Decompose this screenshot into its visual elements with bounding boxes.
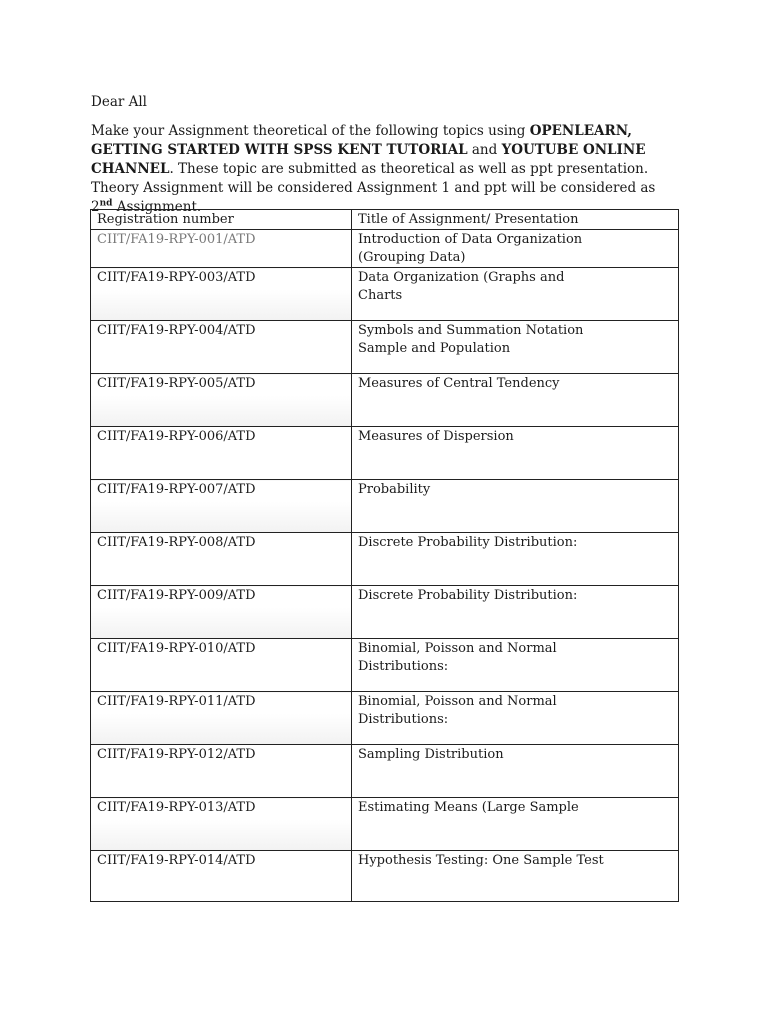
title-cell — [352, 321, 679, 374]
title-cell — [352, 374, 679, 427]
assignment-table — [90, 209, 679, 902]
registration-cell: CIIT/FA19-RPY-009/ATD — [91, 586, 352, 639]
title-line-1: Symbols and Summation Notation — [358, 323, 584, 338]
table-row — [91, 480, 679, 533]
title-cell — [352, 480, 679, 533]
title-line-1: Probability — [358, 482, 431, 497]
table-row — [91, 798, 679, 851]
title-line-1: Discrete Probability Distribution: — [358, 588, 578, 603]
title-cell — [352, 692, 679, 745]
title-line-1: Data Organization (Graphs and — [358, 270, 565, 285]
title-cell — [352, 586, 679, 639]
header-registration: Registration number — [91, 210, 352, 230]
table-row — [91, 639, 679, 692]
intro-text-2: . These topic are submitted as theoretical as well as ppt presentation. Theory Assignment will be considered Assignment 1 and ppt will be considered as 2 — [91, 161, 656, 215]
intro-text-1: Make your Assignment theoretical of the following topics using — [91, 123, 530, 139]
title-line-2: Distributions: — [358, 659, 449, 674]
table-row — [91, 268, 679, 321]
title-line-2: (Grouping Data) — [358, 250, 466, 265]
title-line-2: Charts — [358, 288, 403, 303]
table-row — [91, 692, 679, 745]
title-cell — [352, 230, 679, 268]
registration-cell: CIIT/FA19-RPY-004/ATD — [91, 321, 352, 374]
registration-cell: CIIT/FA19-RPY-013/ATD — [91, 798, 352, 851]
title-line-2: Distributions: — [358, 712, 449, 727]
table-row — [91, 230, 679, 268]
registration-cell: CIIT/FA19-RPY-005/ATD — [91, 374, 352, 427]
table-row — [91, 533, 679, 586]
title-cell — [352, 798, 679, 851]
header-title: Title of Assignment/ Presentation — [352, 210, 679, 230]
title-line-1: Binomial, Poisson and Normal — [358, 694, 557, 709]
registration-cell: CIIT/FA19-RPY-011/ATD — [91, 692, 352, 745]
title-cell — [352, 427, 679, 480]
title-cell — [352, 268, 679, 321]
table-header-row — [91, 210, 679, 230]
title-line-1: Hypothesis Testing: One Sample Test — [358, 853, 604, 868]
title-cell — [352, 639, 679, 692]
registration-cell: CIIT/FA19-RPY-008/ATD — [91, 533, 352, 586]
intro-bold-youtube: YOUTUBE ONLINE CHANNEL — [91, 142, 646, 177]
registration-cell: CIIT/FA19-RPY-014/ATD — [91, 851, 352, 902]
registration-cell: CIIT/FA19-RPY-001/ATD — [91, 230, 352, 268]
intro-paragraph — [91, 122, 681, 217]
title-line-1: Introduction of Data Organization — [358, 232, 583, 247]
title-line-2: Sample and Population — [358, 341, 511, 356]
registration-cell: CIIT/FA19-RPY-006/ATD — [91, 427, 352, 480]
intro-bold-spss: GETTING STARTED WITH SPSS KENT TUTORIAL — [91, 142, 468, 158]
title-line-1: Measures of Dispersion — [358, 429, 514, 444]
registration-cell: CIIT/FA19-RPY-003/ATD — [91, 268, 352, 321]
registration-cell: CIIT/FA19-RPY-012/ATD — [91, 745, 352, 798]
table-row — [91, 745, 679, 798]
table-row — [91, 586, 679, 639]
intro-text-3: Assignment. — [112, 199, 202, 215]
intro-bold-openlearn: OPENLEARN — [529, 123, 628, 139]
title-cell — [352, 533, 679, 586]
title-cell — [352, 851, 679, 902]
title-line-1: Discrete Probability Distribution: — [358, 535, 578, 550]
intro-sep-1: , — [627, 123, 632, 139]
title-line-1: Binomial, Poisson and Normal — [358, 641, 557, 656]
title-line-1: Estimating Means (Large Sample — [358, 800, 579, 815]
table-row — [91, 427, 679, 480]
table-row — [91, 374, 679, 427]
intro-superscript: nd — [99, 198, 113, 209]
intro-sep-2: and — [467, 142, 502, 158]
title-cell — [352, 745, 679, 798]
registration-cell: CIIT/FA19-RPY-010/ATD — [91, 639, 352, 692]
table-row — [91, 321, 679, 374]
table-row — [91, 851, 679, 902]
registration-cell: CIIT/FA19-RPY-007/ATD — [91, 480, 352, 533]
title-line-1: Measures of Central Tendency — [358, 376, 560, 391]
title-line-1: Sampling Distribution — [358, 747, 504, 762]
greeting: Dear All — [91, 94, 147, 110]
